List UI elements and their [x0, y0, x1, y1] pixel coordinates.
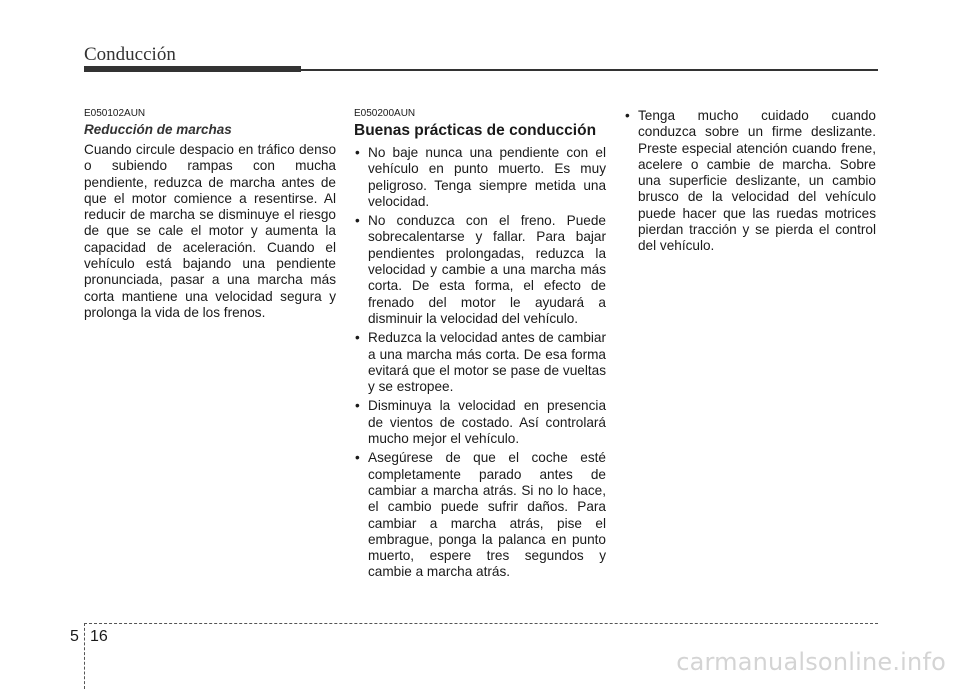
list-item-text: No baje nunca una pendiente con el vehículo en punto muerto. Es muy peligroso. Tenga siempre metida una velocidad. — [368, 145, 606, 209]
section-body: Cuando circule despacio en tráfico denso o subiendo rampas con mucha pendiente, reduzca de marcha antes de que el motor comience a resentirse. Al reducir de marcha se disminuye el riesgo de que se cale el motor y aumenta la capacidad de aceleración. Cuando el vehículo está bajando una pendiente pronunciada, pasar a una marcha más corta mantiene una velocidad segura y prolonga la vida de los frenos. — [84, 142, 336, 320]
section-code: E050102AUN — [84, 108, 146, 119]
header-rule-thick — [84, 66, 301, 72]
footer-vertical-divider — [84, 623, 85, 689]
header-rule-thin — [301, 69, 878, 71]
list-item — [354, 330, 606, 395]
column-2 — [354, 108, 606, 584]
bullet-list — [354, 145, 606, 581]
list-item — [624, 108, 876, 255]
section-code: E050200AUN — [354, 108, 416, 119]
list-item-text: Asegúrese de que el coche esté completamente parado antes de cambiar a marcha atrás. Si no lo hace, el cambio puede sufrir daños. Para cambiar a marcha atrás, pise el embrague, ponga la palanca en punto muerto, espere tres segundos y cambie a marcha atrás. — [368, 450, 606, 580]
bullet-list — [624, 108, 876, 255]
list-item-text: Disminuya la velocidad en presencia de vientos de costado. Así controlará mucho mejor el vehículo. — [368, 398, 606, 447]
bullet-icon: • — [625, 108, 630, 123]
list-item — [354, 450, 606, 580]
bullet-icon: • — [355, 330, 360, 346]
footer-divider — [84, 623, 878, 624]
page-number: 16 — [90, 628, 108, 645]
bullet-icon: • — [355, 145, 360, 160]
list-item-text: No conduzca con el freno. Puede sobrecalentarse y fallar. Para bajar pendientes prolongadas, reduzca la velocidad y cambie a una marcha más corta. De esta forma, el efecto de frenado del motor le ayudará a disminuir la velocidad del vehículo. — [368, 213, 606, 326]
section-heading: Buenas prácticas de conducción — [354, 122, 597, 139]
list-item-text: Reduzca la velocidad antes de cambiar a una marcha más corta. De esa forma evitará que el motor se pase de vueltas y se estropee. — [368, 330, 606, 395]
column-1 — [84, 108, 336, 321]
bullet-icon: • — [355, 213, 360, 229]
list-item-text: Tenga mucho cuidado cuando conduzca sobre un firme deslizante. Preste especial atención cuando frene, acelere o cambie de marcha. Sobre una superficie deslizante, un cambio brusco de la velocidad del vehículo puede hacer que las ruedas motrices pierdan tracción y se pierda el control del vehículo. — [638, 108, 876, 254]
bullet-icon: • — [355, 398, 360, 414]
watermark: carmanualsonline.info — [676, 648, 946, 676]
chapter-number: 5 — [70, 628, 79, 645]
column-3 — [624, 108, 876, 258]
list-item — [354, 398, 606, 447]
section-heading: Reducción de marchas — [84, 122, 232, 137]
list-item — [354, 213, 606, 327]
bullet-icon: • — [355, 450, 360, 466]
list-item — [354, 145, 606, 210]
chapter-title: Conducción — [84, 44, 176, 65]
